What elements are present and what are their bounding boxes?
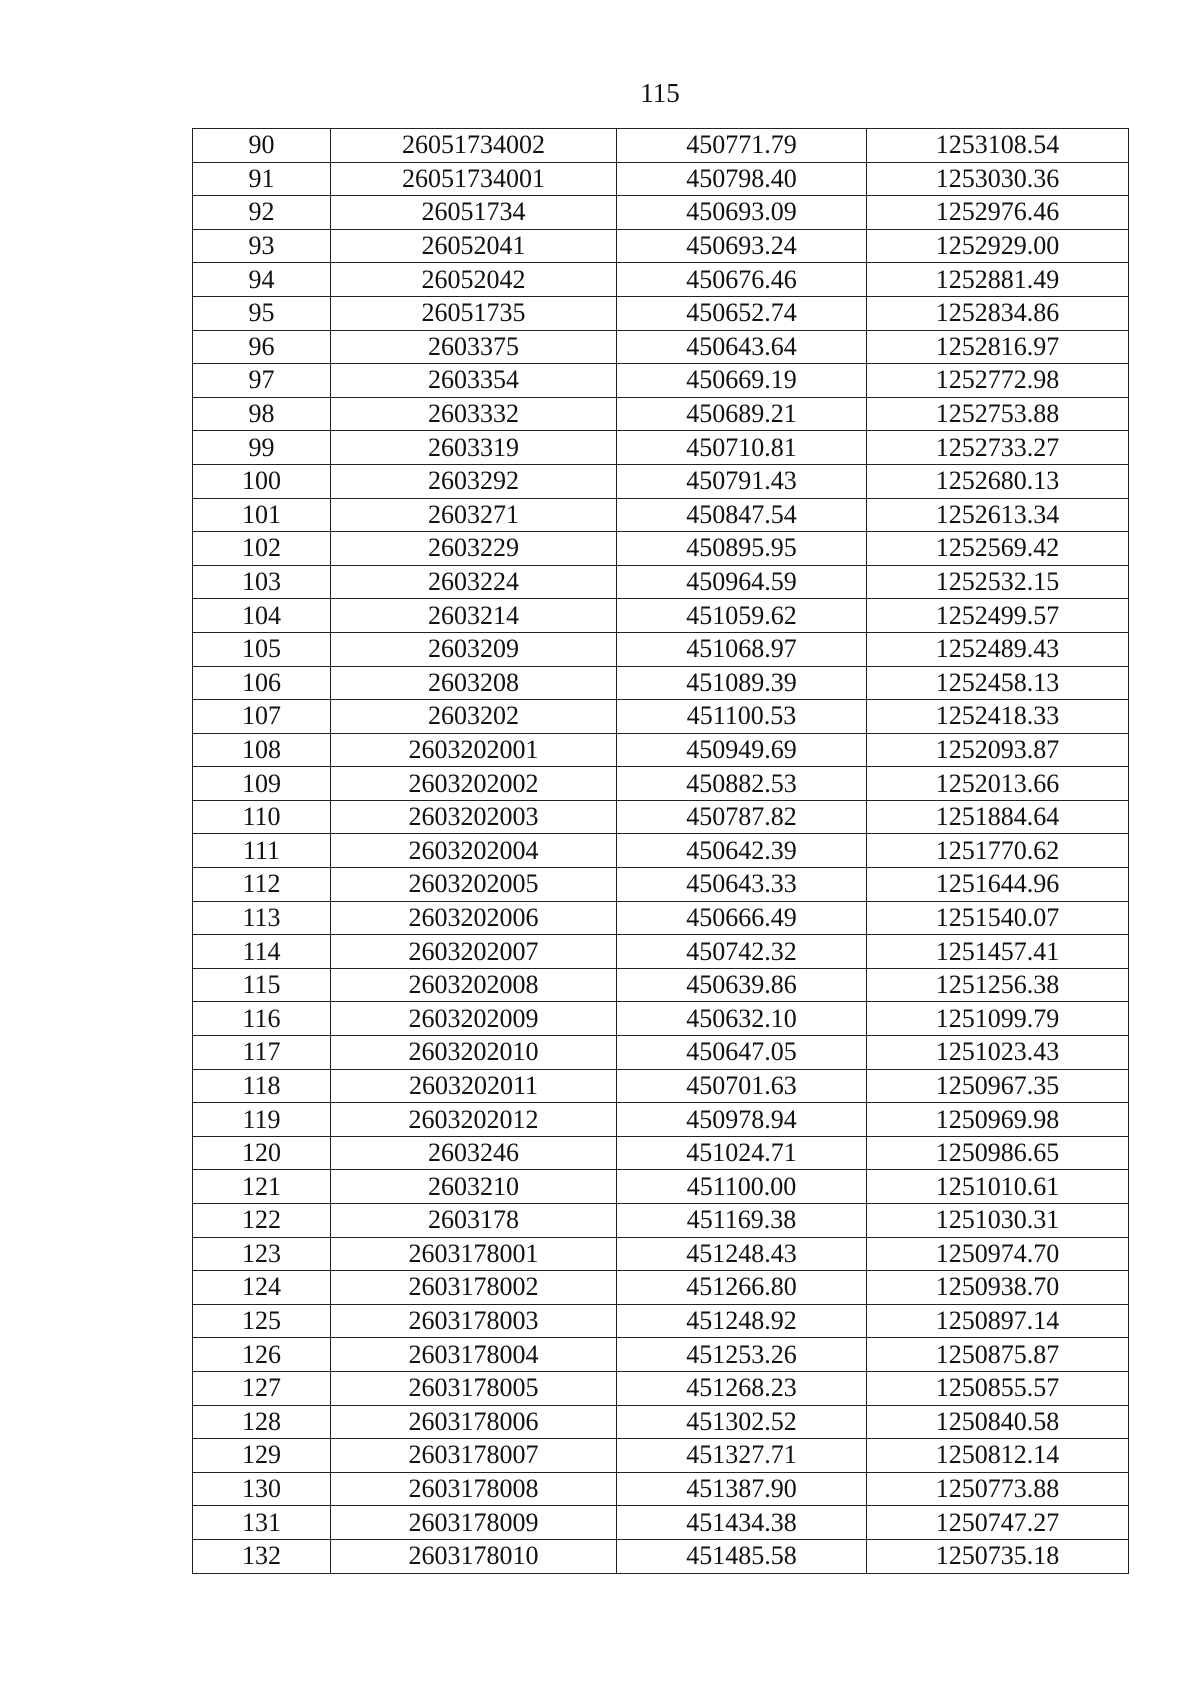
y-coordinate-cell: 1251023.43 [867, 1036, 1129, 1070]
table-row [193, 1371, 1129, 1405]
y-coordinate-cell: 1252569.42 [867, 532, 1129, 566]
row-number-cell: 102 [193, 532, 331, 566]
point-id-cell: 2603178006 [331, 1405, 617, 1439]
table-row [193, 901, 1129, 935]
point-id-cell: 2603178002 [331, 1271, 617, 1305]
row-number-cell: 120 [193, 1136, 331, 1170]
row-number-cell: 127 [193, 1371, 331, 1405]
table-row [193, 834, 1129, 868]
point-id-cell: 2603208 [331, 666, 617, 700]
x-coordinate-cell: 451387.90 [617, 1472, 867, 1506]
point-id-cell: 26051734001 [331, 162, 617, 196]
x-coordinate-cell: 450642.39 [617, 834, 867, 868]
row-number-cell: 99 [193, 431, 331, 465]
x-coordinate-cell: 451248.92 [617, 1304, 867, 1338]
point-id-cell: 2603202006 [331, 901, 617, 935]
point-id-cell: 2603202011 [331, 1069, 617, 1103]
table-row [193, 632, 1129, 666]
row-number-cell: 106 [193, 666, 331, 700]
x-coordinate-cell: 451253.26 [617, 1338, 867, 1372]
y-coordinate-cell: 1253108.54 [867, 129, 1129, 163]
row-number-cell: 112 [193, 868, 331, 902]
table-row [193, 1271, 1129, 1305]
table-row [193, 162, 1129, 196]
y-coordinate-cell: 1250840.58 [867, 1405, 1129, 1439]
table-row [193, 1506, 1129, 1540]
y-coordinate-cell: 1250974.70 [867, 1237, 1129, 1271]
x-coordinate-cell: 450710.81 [617, 431, 867, 465]
table-body [193, 129, 1129, 1574]
y-coordinate-cell: 1250773.88 [867, 1472, 1129, 1506]
y-coordinate-cell: 1251884.64 [867, 800, 1129, 834]
row-number-cell: 95 [193, 296, 331, 330]
row-number-cell: 109 [193, 767, 331, 801]
y-coordinate-cell: 1250967.35 [867, 1069, 1129, 1103]
table-row [193, 767, 1129, 801]
table-row [193, 229, 1129, 263]
x-coordinate-cell: 451268.23 [617, 1371, 867, 1405]
y-coordinate-cell: 1251030.31 [867, 1204, 1129, 1238]
x-coordinate-cell: 450666.49 [617, 901, 867, 935]
row-number-cell: 94 [193, 263, 331, 297]
point-id-cell: 2603202003 [331, 800, 617, 834]
table-row [193, 935, 1129, 969]
y-coordinate-cell: 1250969.98 [867, 1103, 1129, 1137]
row-number-cell: 103 [193, 565, 331, 599]
table-row [193, 565, 1129, 599]
y-coordinate-cell: 1250747.27 [867, 1506, 1129, 1540]
row-number-cell: 93 [193, 229, 331, 263]
point-id-cell: 26051734002 [331, 129, 617, 163]
row-number-cell: 125 [193, 1304, 331, 1338]
table-row [193, 1338, 1129, 1372]
coordinate-table [192, 128, 1129, 1574]
x-coordinate-cell: 450689.21 [617, 397, 867, 431]
row-number-cell: 90 [193, 129, 331, 163]
y-coordinate-cell: 1251770.62 [867, 834, 1129, 868]
row-number-cell: 114 [193, 935, 331, 969]
x-coordinate-cell: 450787.82 [617, 800, 867, 834]
row-number-cell: 117 [193, 1036, 331, 1070]
x-coordinate-cell: 450701.63 [617, 1069, 867, 1103]
table-row [193, 1002, 1129, 1036]
table-row [193, 1304, 1129, 1338]
point-id-cell: 2603178010 [331, 1539, 617, 1573]
y-coordinate-cell: 1251010.61 [867, 1170, 1129, 1204]
row-number-cell: 100 [193, 464, 331, 498]
table-row [193, 700, 1129, 734]
row-number-cell: 111 [193, 834, 331, 868]
x-coordinate-cell: 451024.71 [617, 1136, 867, 1170]
y-coordinate-cell: 1252733.27 [867, 431, 1129, 465]
point-id-cell: 2603202001 [331, 733, 617, 767]
y-coordinate-cell: 1252834.86 [867, 296, 1129, 330]
point-id-cell: 2603210 [331, 1170, 617, 1204]
point-id-cell: 2603229 [331, 532, 617, 566]
table-row [193, 1439, 1129, 1473]
x-coordinate-cell: 450978.94 [617, 1103, 867, 1137]
point-id-cell: 2603178005 [331, 1371, 617, 1405]
x-coordinate-cell: 450895.95 [617, 532, 867, 566]
x-coordinate-cell: 451327.71 [617, 1439, 867, 1473]
y-coordinate-cell: 1250855.57 [867, 1371, 1129, 1405]
point-id-cell: 2603202004 [331, 834, 617, 868]
table-row [193, 1237, 1129, 1271]
y-coordinate-cell: 1252093.87 [867, 733, 1129, 767]
row-number-cell: 98 [193, 397, 331, 431]
row-number-cell: 126 [193, 1338, 331, 1372]
table-row [193, 532, 1129, 566]
y-coordinate-cell: 1252881.49 [867, 263, 1129, 297]
x-coordinate-cell: 450949.69 [617, 733, 867, 767]
point-id-cell: 2603202007 [331, 935, 617, 969]
point-id-cell: 2603202009 [331, 1002, 617, 1036]
table-row [193, 868, 1129, 902]
y-coordinate-cell: 1252532.15 [867, 565, 1129, 599]
y-coordinate-cell: 1251540.07 [867, 901, 1129, 935]
table-row [193, 196, 1129, 230]
point-id-cell: 2603319 [331, 431, 617, 465]
row-number-cell: 104 [193, 599, 331, 633]
x-coordinate-cell: 451302.52 [617, 1405, 867, 1439]
x-coordinate-cell: 451169.38 [617, 1204, 867, 1238]
table-row [193, 1170, 1129, 1204]
x-coordinate-cell: 450847.54 [617, 498, 867, 532]
x-coordinate-cell: 450882.53 [617, 767, 867, 801]
point-id-cell: 2603202010 [331, 1036, 617, 1070]
x-coordinate-cell: 451089.39 [617, 666, 867, 700]
x-coordinate-cell: 450639.86 [617, 968, 867, 1002]
point-id-cell: 2603178001 [331, 1237, 617, 1271]
point-id-cell: 26051735 [331, 296, 617, 330]
point-id-cell: 2603178003 [331, 1304, 617, 1338]
row-number-cell: 107 [193, 700, 331, 734]
x-coordinate-cell: 450791.43 [617, 464, 867, 498]
row-number-cell: 130 [193, 1472, 331, 1506]
row-number-cell: 92 [193, 196, 331, 230]
row-number-cell: 97 [193, 364, 331, 398]
row-number-cell: 118 [193, 1069, 331, 1103]
table-row [193, 1103, 1129, 1137]
y-coordinate-cell: 1250875.87 [867, 1338, 1129, 1372]
y-coordinate-cell: 1250938.70 [867, 1271, 1129, 1305]
point-id-cell: 2603178 [331, 1204, 617, 1238]
point-id-cell: 2603332 [331, 397, 617, 431]
row-number-cell: 116 [193, 1002, 331, 1036]
point-id-cell: 2603178004 [331, 1338, 617, 1372]
table-row [193, 129, 1129, 163]
table-row [193, 968, 1129, 1002]
x-coordinate-cell: 450676.46 [617, 263, 867, 297]
y-coordinate-cell: 1250897.14 [867, 1304, 1129, 1338]
x-coordinate-cell: 451434.38 [617, 1506, 867, 1540]
x-coordinate-cell: 451266.80 [617, 1271, 867, 1305]
point-id-cell: 2603178009 [331, 1506, 617, 1540]
y-coordinate-cell: 1250735.18 [867, 1539, 1129, 1573]
y-coordinate-cell: 1250986.65 [867, 1136, 1129, 1170]
row-number-cell: 105 [193, 632, 331, 666]
point-id-cell: 26052041 [331, 229, 617, 263]
row-number-cell: 129 [193, 1439, 331, 1473]
point-id-cell: 2603354 [331, 364, 617, 398]
table-row [193, 397, 1129, 431]
row-number-cell: 131 [193, 1506, 331, 1540]
y-coordinate-cell: 1252013.66 [867, 767, 1129, 801]
y-coordinate-cell: 1252458.13 [867, 666, 1129, 700]
point-id-cell: 2603214 [331, 599, 617, 633]
table-row [193, 263, 1129, 297]
y-coordinate-cell: 1252976.46 [867, 196, 1129, 230]
point-id-cell: 2603178008 [331, 1472, 617, 1506]
x-coordinate-cell: 451248.43 [617, 1237, 867, 1271]
point-id-cell: 2603202002 [331, 767, 617, 801]
x-coordinate-cell: 450964.59 [617, 565, 867, 599]
y-coordinate-cell: 1252613.34 [867, 498, 1129, 532]
row-number-cell: 110 [193, 800, 331, 834]
y-coordinate-cell: 1251256.38 [867, 968, 1129, 1002]
row-number-cell: 123 [193, 1237, 331, 1271]
table-row [193, 464, 1129, 498]
table-row [193, 330, 1129, 364]
point-id-cell: 2603202012 [331, 1103, 617, 1137]
point-id-cell: 26052042 [331, 263, 617, 297]
y-coordinate-cell: 1252816.97 [867, 330, 1129, 364]
x-coordinate-cell: 450643.64 [617, 330, 867, 364]
point-id-cell: 2603292 [331, 464, 617, 498]
table-row [193, 1204, 1129, 1238]
x-coordinate-cell: 450742.32 [617, 935, 867, 969]
x-coordinate-cell: 450771.79 [617, 129, 867, 163]
point-id-cell: 2603375 [331, 330, 617, 364]
row-number-cell: 113 [193, 901, 331, 935]
y-coordinate-cell: 1253030.36 [867, 162, 1129, 196]
y-coordinate-cell: 1252929.00 [867, 229, 1129, 263]
y-coordinate-cell: 1252772.98 [867, 364, 1129, 398]
y-coordinate-cell: 1252680.13 [867, 464, 1129, 498]
point-id-cell: 2603202008 [331, 968, 617, 1002]
row-number-cell: 91 [193, 162, 331, 196]
x-coordinate-cell: 450652.74 [617, 296, 867, 330]
table-row [193, 800, 1129, 834]
page-number: 115 [640, 78, 680, 108]
table-row [193, 1405, 1129, 1439]
row-number-cell: 121 [193, 1170, 331, 1204]
table-row [193, 1472, 1129, 1506]
row-number-cell: 108 [193, 733, 331, 767]
table-row [193, 1136, 1129, 1170]
point-id-cell: 2603202005 [331, 868, 617, 902]
point-id-cell: 26051734 [331, 196, 617, 230]
y-coordinate-cell: 1252418.33 [867, 700, 1129, 734]
x-coordinate-cell: 450643.33 [617, 868, 867, 902]
x-coordinate-cell: 451100.00 [617, 1170, 867, 1204]
row-number-cell: 96 [193, 330, 331, 364]
table-row [193, 733, 1129, 767]
table-row [193, 1036, 1129, 1070]
x-coordinate-cell: 451068.97 [617, 632, 867, 666]
x-coordinate-cell: 450669.19 [617, 364, 867, 398]
y-coordinate-cell: 1252753.88 [867, 397, 1129, 431]
x-coordinate-cell: 451059.62 [617, 599, 867, 633]
point-id-cell: 2603202 [331, 700, 617, 734]
row-number-cell: 115 [193, 968, 331, 1002]
x-coordinate-cell: 450798.40 [617, 162, 867, 196]
y-coordinate-cell: 1250812.14 [867, 1439, 1129, 1473]
table-row [193, 599, 1129, 633]
x-coordinate-cell: 450632.10 [617, 1002, 867, 1036]
point-id-cell: 2603224 [331, 565, 617, 599]
y-coordinate-cell: 1251644.96 [867, 868, 1129, 902]
x-coordinate-cell: 450647.05 [617, 1036, 867, 1070]
row-number-cell: 122 [193, 1204, 331, 1238]
row-number-cell: 128 [193, 1405, 331, 1439]
point-id-cell: 2603178007 [331, 1439, 617, 1473]
table-row [193, 498, 1129, 532]
x-coordinate-cell: 451485.58 [617, 1539, 867, 1573]
table-row [193, 1539, 1129, 1573]
table-row [193, 431, 1129, 465]
x-coordinate-cell: 451100.53 [617, 700, 867, 734]
x-coordinate-cell: 450693.09 [617, 196, 867, 230]
y-coordinate-cell: 1251099.79 [867, 1002, 1129, 1036]
row-number-cell: 132 [193, 1539, 331, 1573]
table-row [193, 666, 1129, 700]
y-coordinate-cell: 1252499.57 [867, 599, 1129, 633]
row-number-cell: 101 [193, 498, 331, 532]
point-id-cell: 2603271 [331, 498, 617, 532]
row-number-cell: 119 [193, 1103, 331, 1137]
x-coordinate-cell: 450693.24 [617, 229, 867, 263]
table-row [193, 364, 1129, 398]
y-coordinate-cell: 1251457.41 [867, 935, 1129, 969]
table-row [193, 296, 1129, 330]
row-number-cell: 124 [193, 1271, 331, 1305]
point-id-cell: 2603209 [331, 632, 617, 666]
point-id-cell: 2603246 [331, 1136, 617, 1170]
table-row [193, 1069, 1129, 1103]
y-coordinate-cell: 1252489.43 [867, 632, 1129, 666]
